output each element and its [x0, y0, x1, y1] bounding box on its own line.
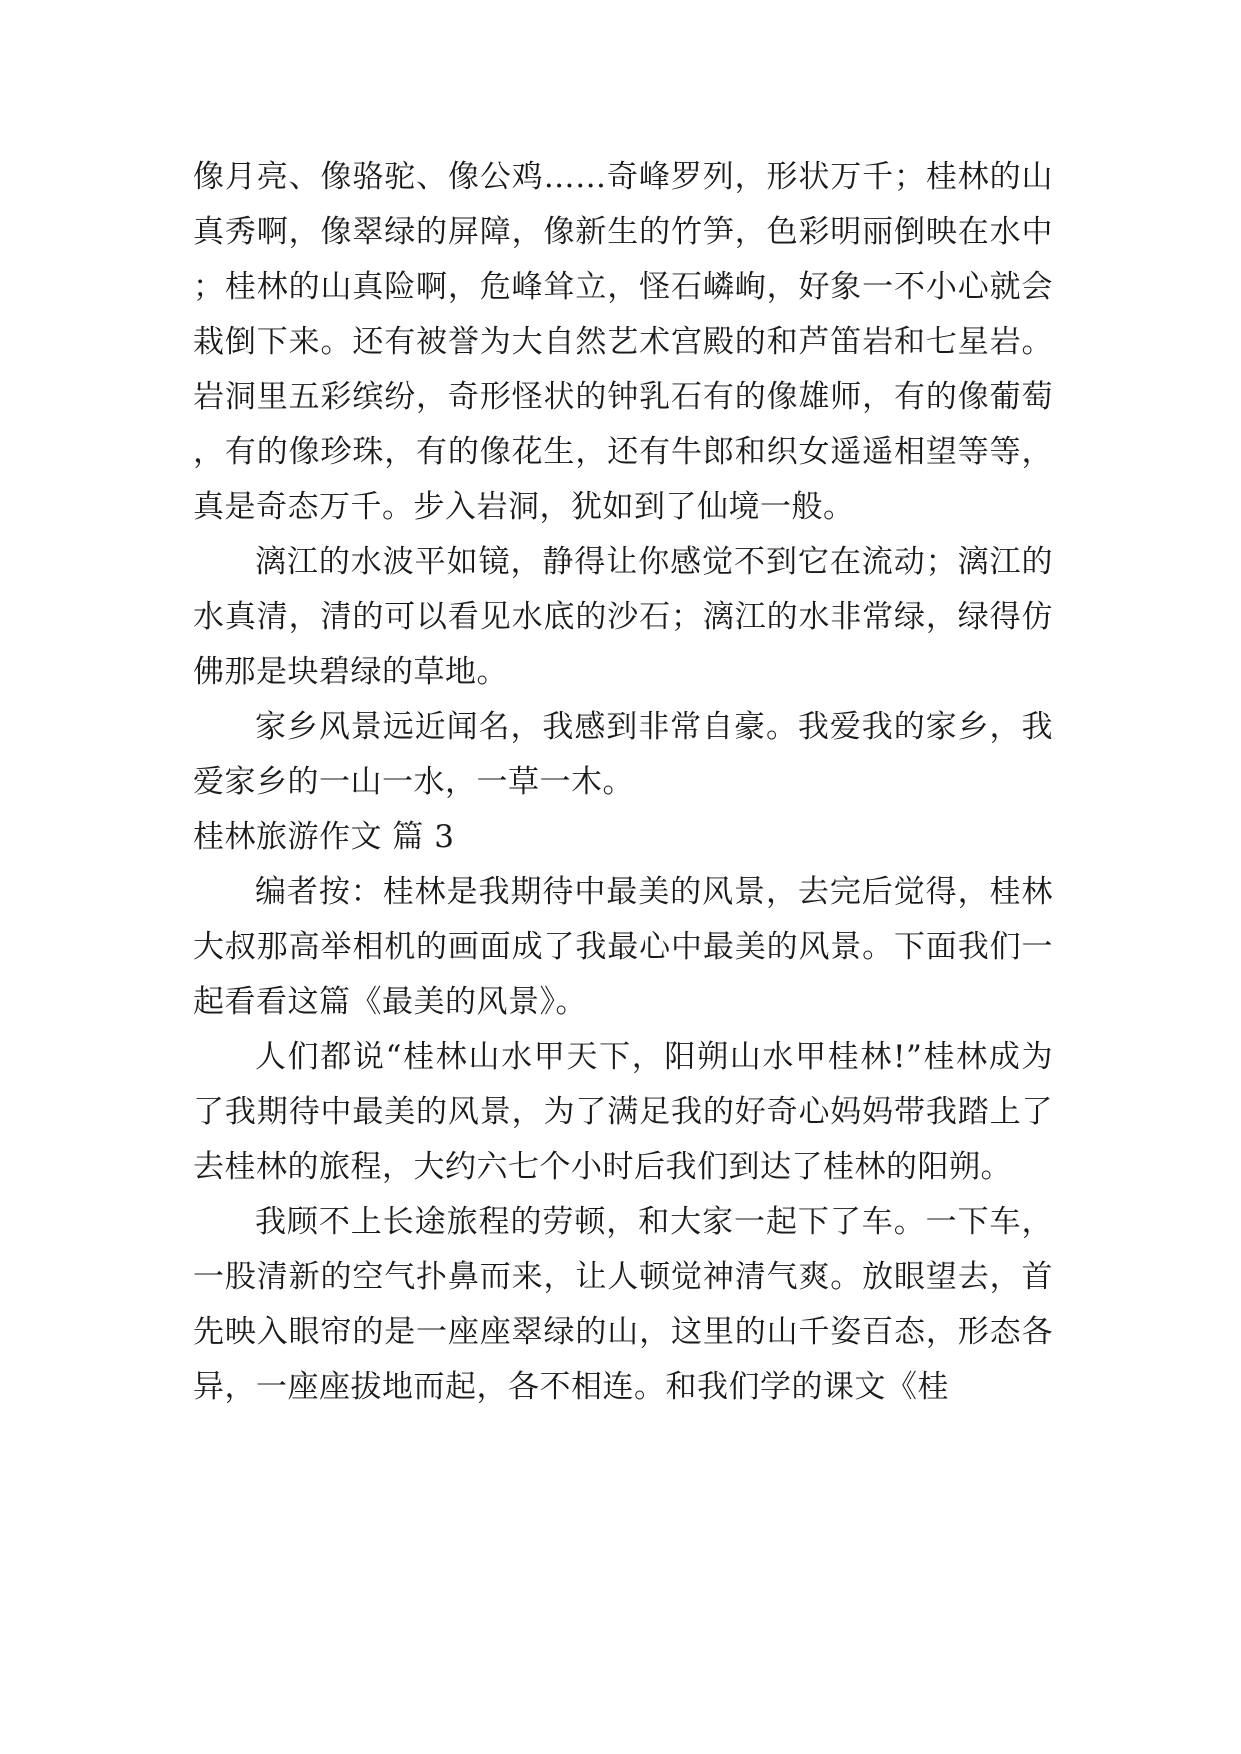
paragraph-hometown-pride: 家乡风景远近闻名，我感到非常自豪。我爱我的家乡，我爱家乡的一山一水，一草一木。 — [193, 709, 1053, 800]
paragraph-editor-note: 编者按：桂林是我期待中最美的风景，去完后觉得，桂林大叔那高举相机的画面成了我最心中最美的风景。下面我们一起看看这篇《最美的风景》。 — [193, 874, 1053, 1020]
paragraph-mountains-caves: 像月亮、像骆驼、像公鸡……奇峰罗列，形状万千；桂林的山真秀啊，像翠绿的屏障，像新生的竹笋，色彩明丽倒映在水中；桂林的山真险啊，危峰耸立，怪石嶙峋，好象一不小心就会栽倒下来。还有被誉为大自然艺术宫殿的和芦笛岩和七星岩。岩洞里五彩缤纷，奇形怪状的钟乳石有的像雄师，有的像葡萄，有的像珍珠，有的像花生，还有牛郎和织女遥遥相望等等，真是奇态万千。步入岩洞，犹如到了仙境一般。 — [193, 159, 1053, 525]
paragraph-journey-start: 人们都说“桂林山水甲天下，阳朔山水甲桂林!”桂林成为了我期待中最美的风景，为了满足我的好奇心妈妈带我踏上了去桂林的旅程，大约六七个小时后我们到达了桂林的阳朔。 — [193, 1039, 1053, 1185]
paragraph-arrival: 我顾不上长途旅程的劳顿，和大家一起下了车。一下车，一股清新的空气扑鼻而来，让人顿觉神清气爽。放眼望去，首先映入眼帘的是一座座翠绿的山，这里的山千姿百态，形态各异，一座座拔地而起，各不相连。和我们学的课文《桂 — [193, 1204, 1053, 1405]
paragraph-li-river: 漓江的水波平如镜，静得让你感觉不到它在流动；漓江的水真清，清的可以看见水底的沙石；漓江的水非常绿，绿得仿佛那是块碧绿的草地。 — [193, 544, 1053, 690]
document-body — [193, 150, 1053, 1415]
section-heading: 桂林旅游作文 篇 3 — [193, 819, 455, 855]
